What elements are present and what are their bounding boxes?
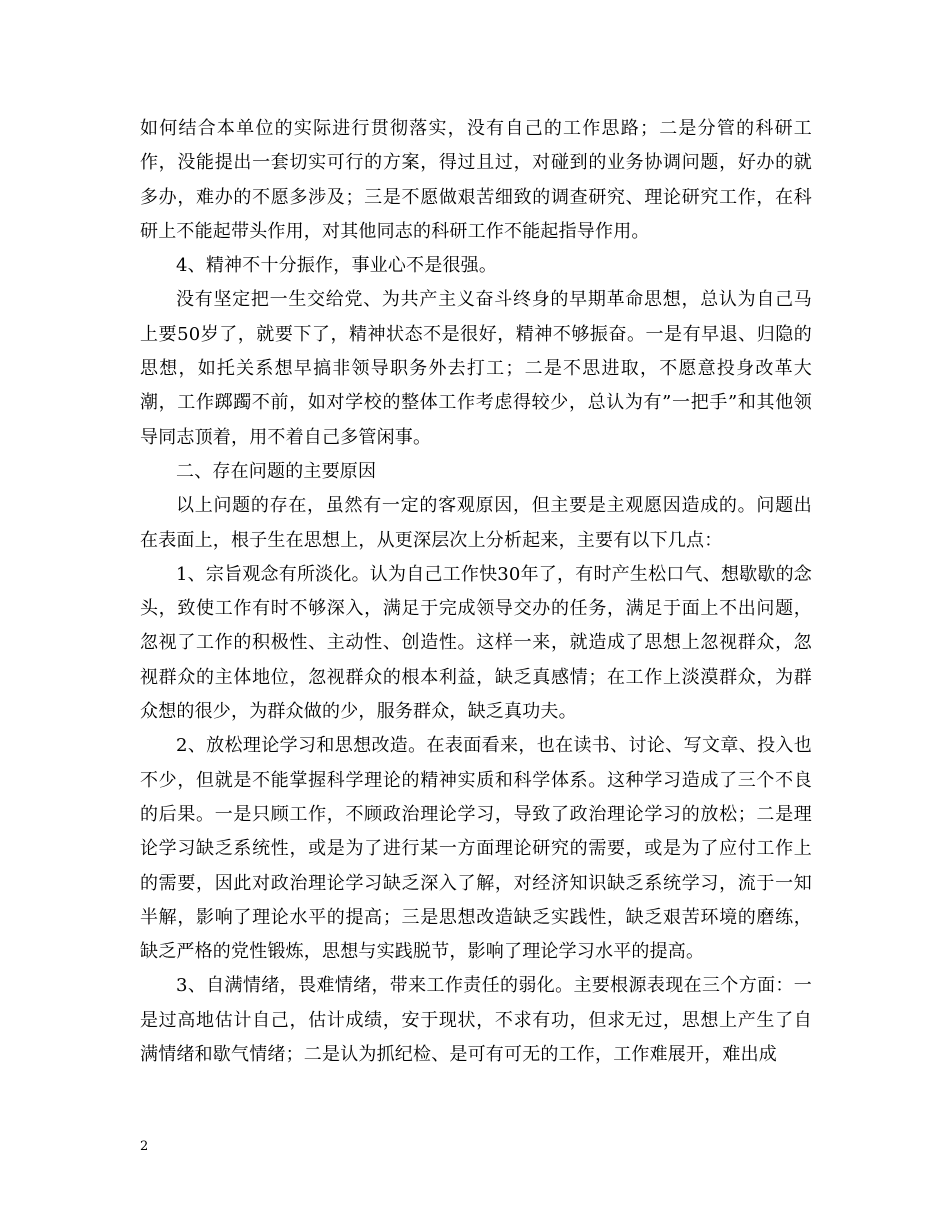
document-body bbox=[140, 112, 812, 1072]
paragraph-causes-intro: 以上问题的存在，虽然有一定的客观原因，但主要是主观愿因造成的。问题出在表面上，根子生在思想上，从更深层次上分析起来，主要有以下几点： bbox=[140, 495, 812, 551]
paragraph-cause-3: 3、自满情绪，畏难情绪，带来工作责任的弱化。主要根源表现在三个方面：一是过高地估计自己，估计成绩，安于现状，不求有功，但求无过，思想上产生了自满情绪和歇气情绪；二是认为抓纪检、是可有可无的工作，工作难展开，难出成 bbox=[140, 975, 812, 1066]
page-number: 2 bbox=[140, 1139, 149, 1154]
paragraph-spirit: 没有坚定把一生交给党、为共产主义奋斗终身的早期革命思想，总认为自己马上要50岁了，就要下了，精神状态不是很好，精神不够振奋。一是有早退、归隐的思想，如托关系想早搞非领导职务外去打工；二是不思进取，不愿意投身改革大潮，工作踯躅不前，如对学校的整体工作考虑得较少，总认为有”一把手”和其他领导同志顶着，用不着自己多管闲事。 bbox=[140, 289, 812, 448]
section-heading-causes: 二、存在问题的主要原因 bbox=[176, 460, 377, 482]
paragraph-cause-2: 2、放松理论学习和思想改造。在表面看来，也在读书、讨论、写文章、投入也不少，但就是不能掌握科学理论的精神实质和科学体系。这种学习造成了三个不良的后果。一是只顾工作，不顾政治理论学习，导致了政治理论学习的放松；二是理论学习缺乏系统性，或是为了进行某一方面理论研究的需要，或是为了应付工作上的需要，因此对政治理论学习缺乏深入了解，对经济知识缺乏系统学习，流于一知半解，影响了理论水平的提高；三是思想改造缺乏实践性，缺乏艰苦环境的磨练，缺乏严格的党性锻炼，思想与实践脱节，影响了理论学习水平的提高。 bbox=[140, 735, 812, 963]
paragraph-cause-1: 1、宗旨观念有所淡化。认为自己工作快30年了，有时产生松口气、想歇歇的念头，致使工作有时不够深入，满足于完成领导交办的任务，满足于面上不出问题，忽视了工作的积极性、主动性、创造性。这样一来，就造成了思想上忽视群众，忽视群众的主体地位，忽视群众的根本利益，缺乏真感情；在工作上淡漠群众，为群众想的很少，为群众做的少，服务群众，缺乏真功夫。 bbox=[140, 563, 812, 723]
paragraph-continuation: 如何结合本单位的实际进行贯彻落实，没有自己的工作思路；二是分管的科研工作，没能提出一套切实可行的方案，得过且过，对碰到的业务协调问题，好办的就多办，难办的不愿多涉及；三是不愿做艰苦细致的调查研究、理论研究工作，在科研上不能起带头作用，对其他同志的科研工作不能起指导作用。 bbox=[140, 118, 812, 242]
heading-item-4: 4、精神不十分振作，事业心不是很强。 bbox=[176, 255, 498, 277]
